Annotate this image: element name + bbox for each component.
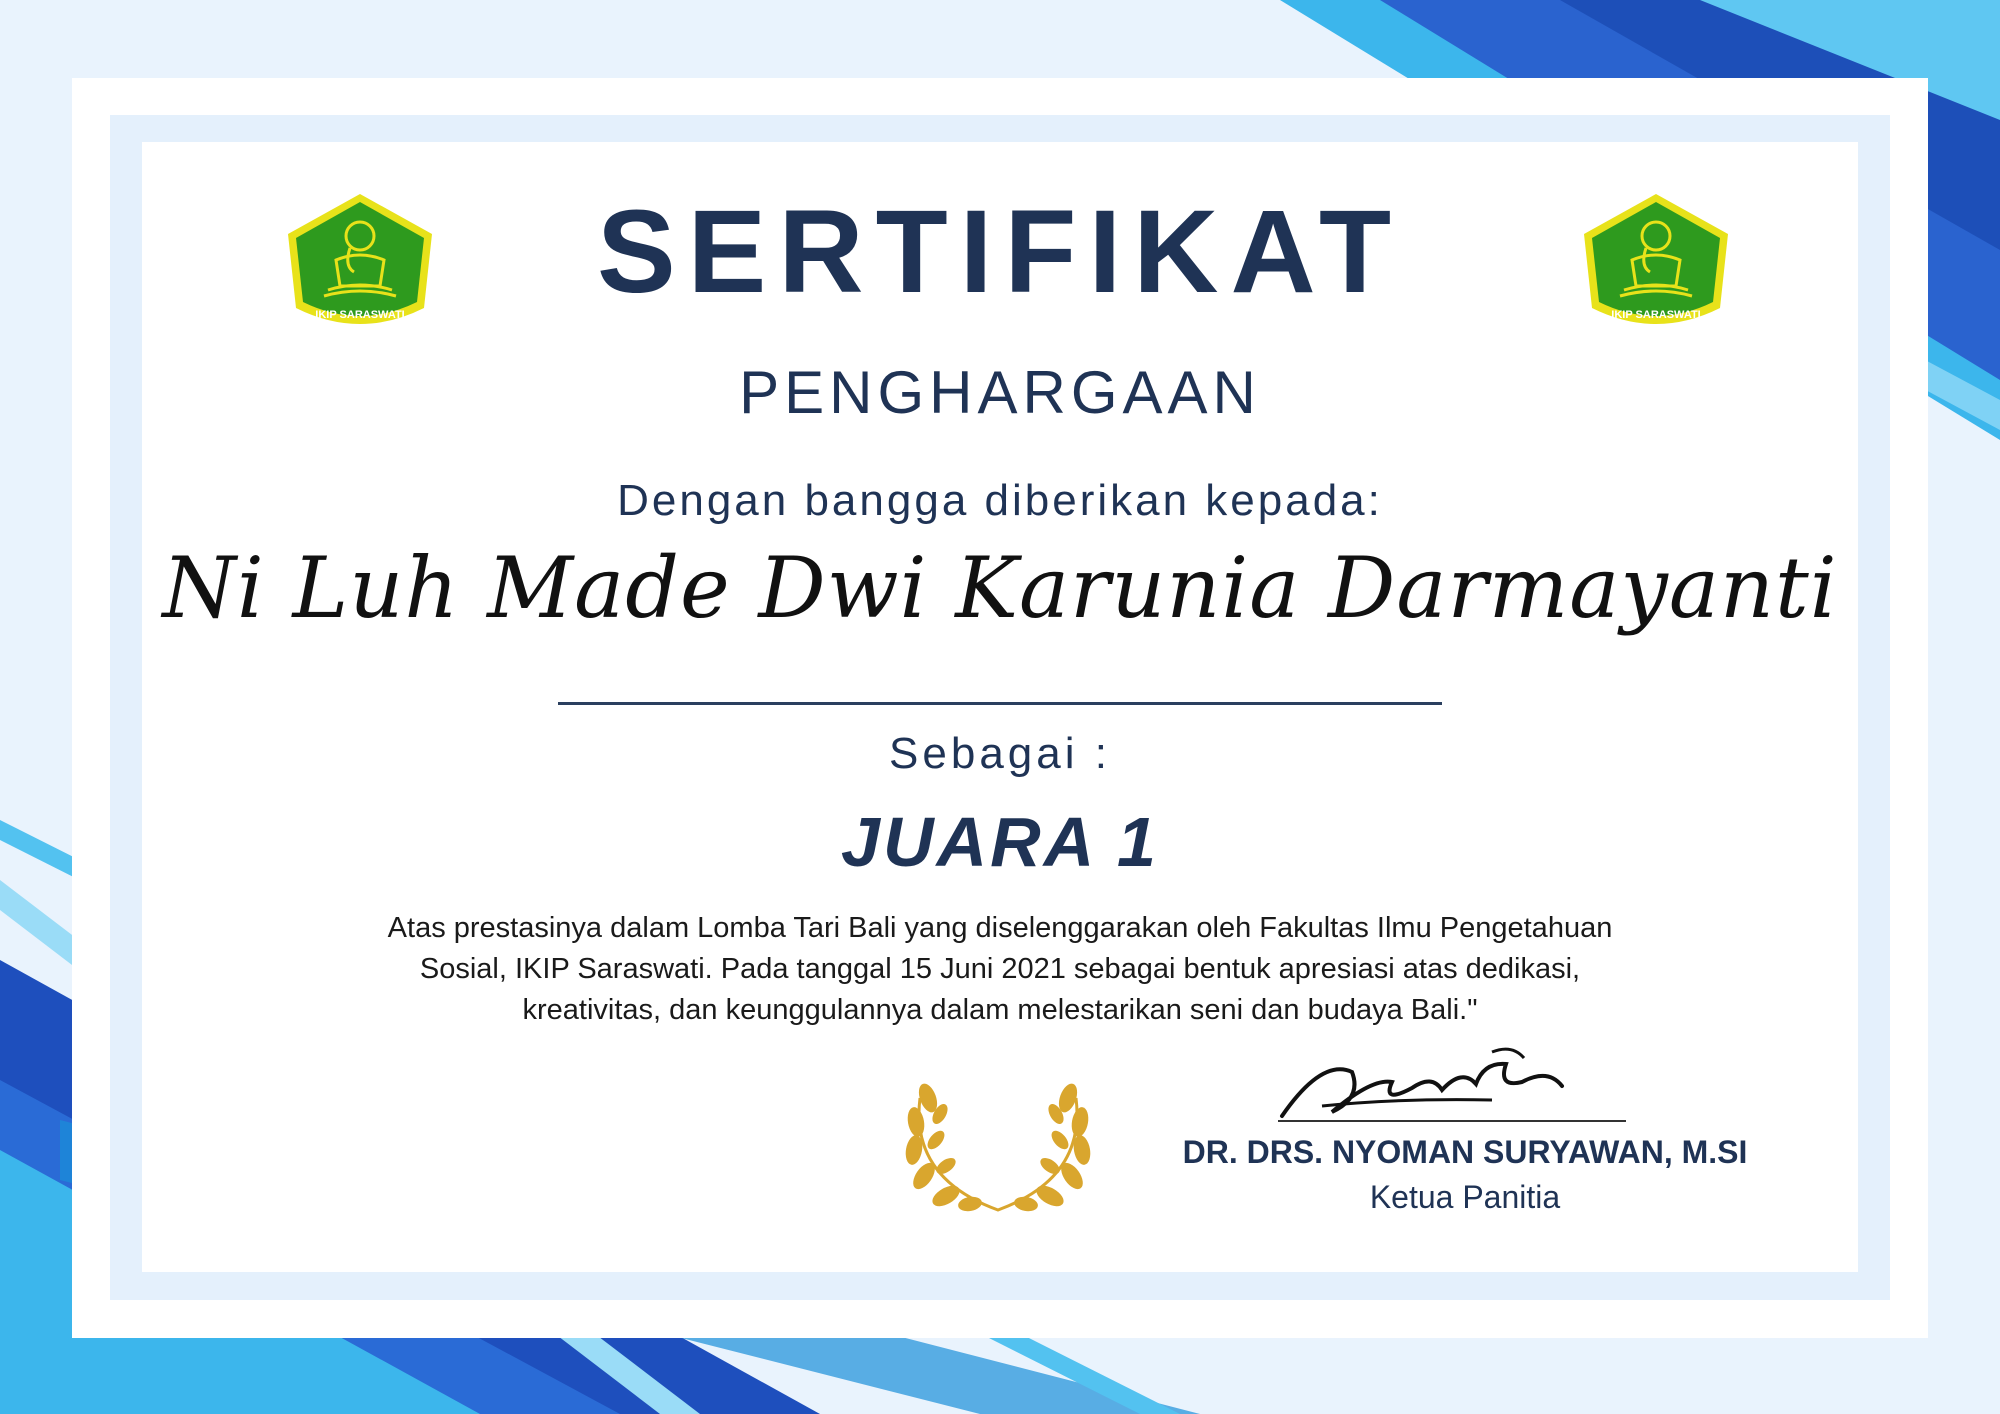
emblem-label: IKIP SARASWATI	[1611, 309, 1701, 321]
recipient-name: Ni Luh Made Dwi Karunia Darmayanti	[162, 539, 1838, 637]
laurel-wreath-icon	[900, 1078, 1096, 1214]
presentation-intro: Dengan bangga diberikan kepada:	[617, 476, 1383, 525]
award-title: JUARA 1	[841, 803, 1159, 881]
signature-line	[1278, 1120, 1626, 1122]
emblem-label: IKIP SARASWATI	[315, 309, 405, 321]
certificate-description: Atas prestasinya dalam Lomba Tari Bali yang diselenggarakan oleh Fakultas Ilmu Pengetahuan Sosial, IKIP Saraswati. Pada tanggal 15 Juni 2021 sebagai bentuk apresiasi atas dedikasi, kreativitas, dan keunggulannya dalam melestarikan seni dan budaya Bali."	[387, 912, 1613, 1026]
signatory-name: DR. DRS. NYOMAN SURYAWAN, M.SI	[1182, 1134, 1748, 1170]
certificate-title: SERTIFIKAT	[596, 186, 1404, 318]
signatory-role: Ketua Panitia	[1369, 1179, 1561, 1215]
as-label: Sebagai :	[889, 729, 1111, 778]
name-underline	[558, 702, 1442, 705]
certificate-subtitle: PENGHARGAAN	[739, 359, 1261, 426]
